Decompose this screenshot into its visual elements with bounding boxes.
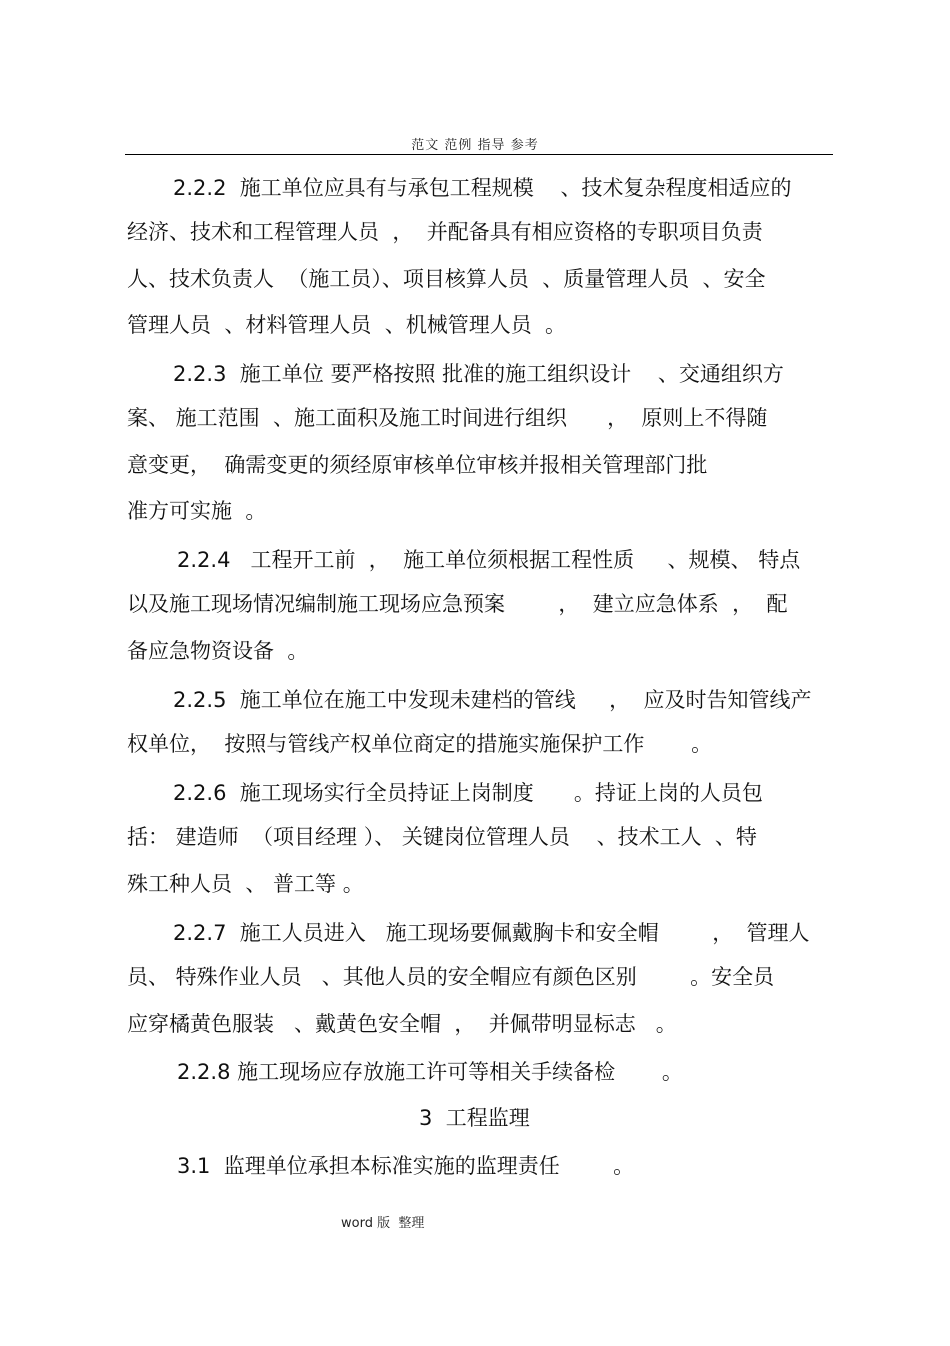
text-line: 2.2.8 施工现场应存放施工许可等相关手续备检 。 (177, 1060, 683, 1084)
header-divider (125, 154, 833, 155)
text-line: 2.2.6 施工现场实行全员持证上岗制度 。持证上岗的人员包 (173, 781, 763, 805)
text-line: 权单位， 按照与管线产权单位商定的措施实施保护工作 。 (127, 732, 713, 756)
text-line: 人、技术负责人 （施工员）、项目核算人员 、质量管理人员 、安全 (127, 267, 766, 291)
text-line: 管理人员 、材料管理人员 、机械管理人员 。 (127, 313, 567, 337)
text-line: 准方可实施 。 (127, 499, 267, 523)
text-line: 经济、技术和工程管理人员 ， 并配备具有相应资格的专职项目负责 (127, 220, 763, 244)
text-line: 2.2.5 施工单位在施工中发现未建档的管线 ， 应及时告知管线产 (173, 688, 812, 712)
text-line: 2.2.3 施工单位 要严格按照 批准的施工组织设计 、交通组织方 (173, 362, 784, 386)
text-line: 3.1 监理单位承担本标准实施的监理责任 。 (177, 1154, 635, 1178)
text-line: 2.2.4 工程开工前 ， 施工单位须根据工程性质 、规模、 特点 (177, 548, 801, 572)
text-line: 殊工种人员 、 普工等 。 (127, 872, 364, 896)
text-line: 以及施工现场情况编制施工现场应急预案 ， 建立应急体系 ， 配 (127, 592, 788, 616)
text-line: 括： 建造师 （项目经理 ）、 关键岗位管理人员 、技术工人 、特 (127, 825, 757, 849)
page-footer: word 版 整理 (341, 1216, 425, 1231)
text-line: 备应急物资设备 。 (127, 639, 309, 663)
text-line: 员、 特殊作业人员 、其他人员的安全帽应有颜色区别 。安全员 (127, 965, 775, 989)
text-line: 2.2.2 施工单位应具有与承包工程规模 、技术复杂程度相适应的 (173, 176, 792, 200)
section-heading: 3 工程监理 (419, 1106, 530, 1130)
text-line: 案、 施工范围 、施工面积及施工时间进行组织 ， 原则上不得随 (127, 406, 768, 430)
page-header: 范文 范例 指导 参考 (411, 138, 539, 153)
text-line: 2.2.7 施工人员进入 施工现场要佩戴胸卡和安全帽 ， 管理人 (173, 921, 810, 945)
text-line: 意变更， 确需变更的须经原审核单位审核并报相关管理部门批 (127, 453, 708, 477)
text-line: 应穿橘黄色服装 、戴黄色安全帽 ， 并佩带明显标志 。 (127, 1012, 677, 1036)
